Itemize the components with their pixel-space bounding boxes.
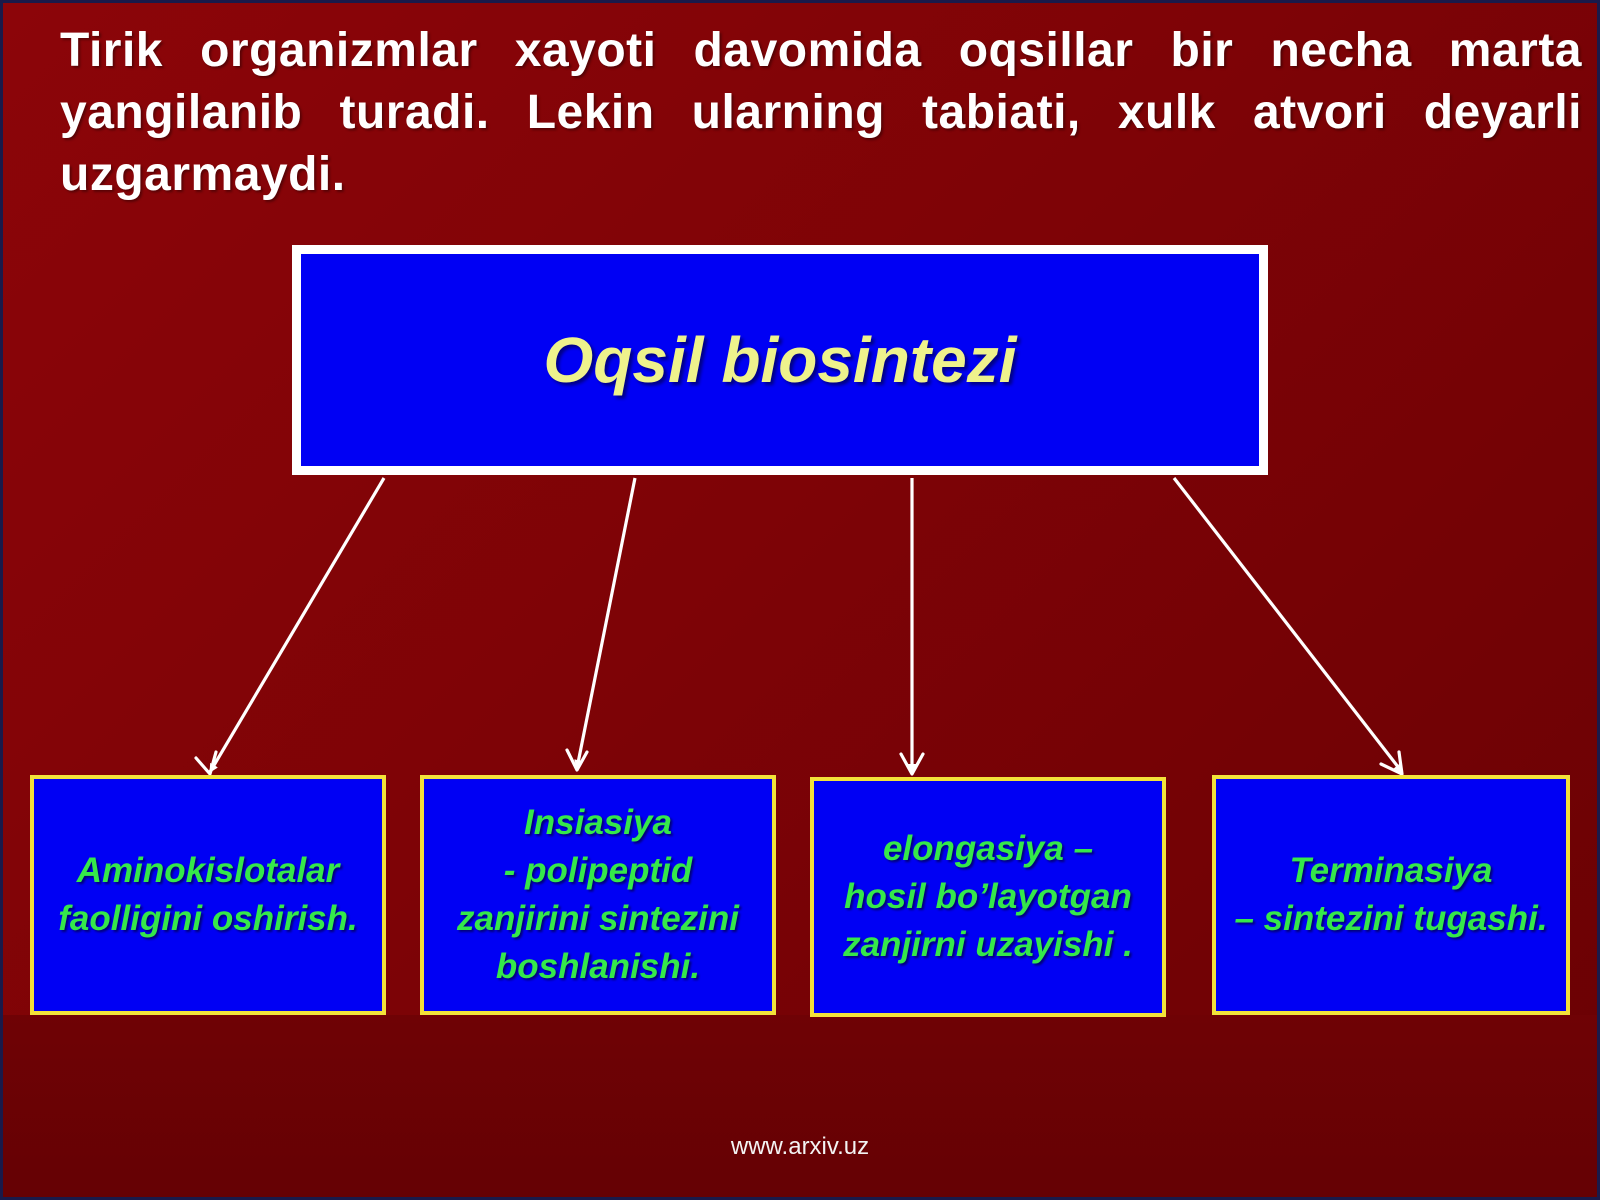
child-box-text-line: boshlanishi. (495, 947, 701, 986)
child-box-text-line: zanjirini sintezini (457, 899, 739, 938)
child-box-aminokislotalar (30, 775, 386, 1015)
child-box-text-line: elongasiya – (882, 829, 1094, 868)
arrowhead-box-1 (196, 752, 216, 774)
child-box-text-line: - polipeptid (503, 851, 693, 890)
child-box-text-line: hosil bo’layotgan (844, 877, 1132, 916)
footer-watermark-url: www.arxiv.uz (730, 1133, 870, 1160)
child-box-text-line: faolligini oshirish. (58, 899, 358, 938)
arrow-to-box-4 (1174, 478, 1402, 772)
child-box-text-line: – sintezini tugashi. (1234, 899, 1548, 938)
child-box-insiasiya (420, 775, 776, 1015)
arrow-to-box-2 (577, 478, 635, 768)
child-box-text-line: Aminokislotalar (76, 851, 340, 890)
child-box-text-line: Terminasiya (1289, 851, 1493, 890)
child-box-text-line: Insiasiya (524, 803, 672, 842)
child-box-elongasiya (810, 777, 1166, 1017)
child-box-text-line: zanjirni uzayishi . (843, 925, 1133, 964)
arrowhead-box-4 (1381, 752, 1402, 774)
root-box-title: Oqsil biosintezi (543, 324, 1017, 396)
root-box (292, 245, 1268, 475)
child-box-terminasiya (1212, 775, 1570, 1015)
intro-paragraph: Tirik organizmlar xayoti davomida oqsillar bir necha marta yangilanib turadi. Lekin ularning tabiati, xulk atvori deyarli uzgarmaydi. (60, 24, 1582, 201)
arrow-to-box-1 (210, 478, 384, 772)
